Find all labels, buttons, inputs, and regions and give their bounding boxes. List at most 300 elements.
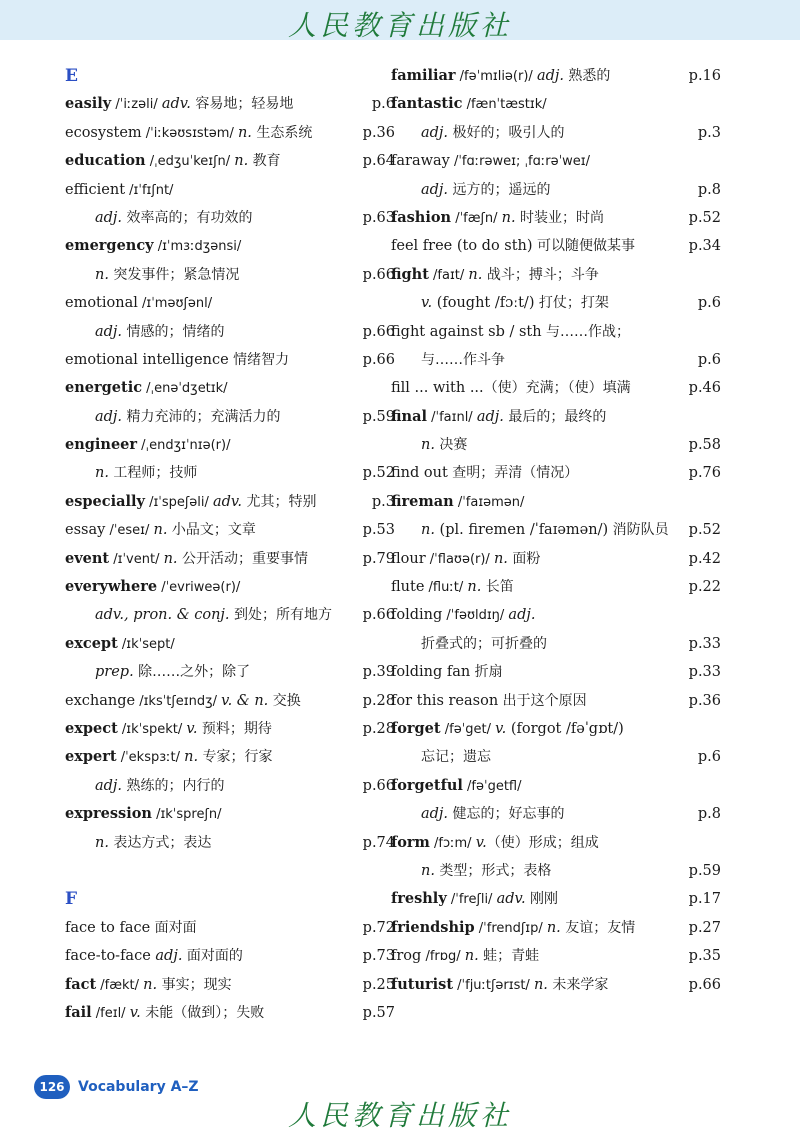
left-column bbox=[65, 62, 395, 1027]
entry-text bbox=[65, 693, 301, 709]
part-of-speech: adv. bbox=[212, 493, 242, 510]
part-of-speech: n. bbox=[143, 976, 158, 993]
headword: emotional bbox=[65, 295, 138, 312]
entry-text bbox=[391, 380, 631, 396]
part-of-speech: v. bbox=[421, 295, 433, 312]
chinese-meaning: 刚刚 bbox=[525, 891, 559, 908]
entry-text bbox=[391, 68, 610, 84]
part-of-speech: v. bbox=[186, 720, 198, 737]
vocab-entry bbox=[391, 914, 721, 942]
chinese-meaning: 可以随便做某事 bbox=[532, 238, 636, 255]
page-reference: p.66 bbox=[362, 351, 395, 368]
vocab-entry bbox=[391, 346, 721, 374]
headword: easily bbox=[65, 95, 112, 113]
page-reference: p.3 bbox=[697, 124, 721, 141]
entry-text bbox=[65, 579, 240, 595]
page-reference: p.79 bbox=[362, 550, 395, 567]
part-of-speech: n. bbox=[421, 522, 435, 539]
page-reference: p.76 bbox=[688, 465, 721, 482]
vocab-entry bbox=[391, 62, 721, 90]
entry-text bbox=[65, 749, 273, 765]
phonetic: /ɪˈspeʃəli/ bbox=[144, 494, 213, 510]
vocab-entry bbox=[65, 459, 395, 487]
entry-text bbox=[391, 778, 521, 794]
headword: event bbox=[65, 549, 110, 567]
headword: except bbox=[65, 634, 118, 652]
part-of-speech: v. & n. bbox=[221, 692, 269, 709]
page-reference: p.22 bbox=[688, 579, 721, 596]
vocab-entry bbox=[391, 885, 721, 913]
entry-text bbox=[391, 522, 669, 538]
vocab-entry bbox=[65, 971, 395, 999]
headword: expert bbox=[65, 748, 117, 766]
chinese-meaning: 专家；行家 bbox=[198, 749, 273, 766]
vocab-entry bbox=[391, 204, 721, 232]
page-reference: p.63 bbox=[362, 209, 395, 226]
headword: folding fan bbox=[391, 664, 471, 681]
section-heading: E bbox=[65, 66, 78, 86]
phonetic: /ˈfaɪəmən/ bbox=[453, 494, 525, 510]
page-reference: p.64 bbox=[362, 153, 395, 170]
chinese-meaning: 工程师；技师 bbox=[108, 465, 198, 482]
vocab-entry bbox=[391, 374, 721, 402]
vocab-entry bbox=[65, 829, 395, 857]
entry-text bbox=[65, 977, 232, 993]
part-of-speech: adj. bbox=[95, 209, 123, 226]
entry-text bbox=[391, 579, 514, 595]
entry-text bbox=[65, 948, 243, 964]
vocab-entry bbox=[391, 715, 721, 743]
entry-text bbox=[391, 409, 606, 425]
vocab-entry bbox=[65, 999, 395, 1027]
entry-text bbox=[391, 153, 590, 169]
vocab-entry bbox=[391, 687, 721, 715]
part-of-speech: v. bbox=[129, 1004, 141, 1021]
phonetic: /fəˈgetfl/ bbox=[462, 778, 522, 794]
chinese-meaning: 到处；所有地方 bbox=[229, 607, 332, 624]
part-of-speech: n. bbox=[464, 948, 479, 965]
entry-text bbox=[65, 96, 293, 112]
entry-text bbox=[391, 352, 505, 368]
phonetic: /ˈfaɪnl/ bbox=[427, 409, 477, 425]
phonetic: /frɒg/ bbox=[421, 949, 465, 965]
part-of-speech: n. bbox=[467, 579, 482, 596]
entry-text bbox=[391, 693, 587, 709]
vocab-entry bbox=[65, 545, 395, 573]
entry-text bbox=[65, 267, 239, 283]
phonetic: /fækt/ bbox=[96, 977, 144, 993]
headword: flour bbox=[391, 550, 426, 567]
vocab-entry bbox=[391, 601, 721, 629]
vocab-entry bbox=[65, 715, 395, 743]
phonetic: /ɪˈfɪʃnt/ bbox=[125, 182, 174, 198]
entry-text bbox=[391, 636, 547, 652]
vocab-entry bbox=[65, 516, 395, 544]
vocab-entry bbox=[391, 90, 721, 118]
headword: energetic bbox=[65, 379, 143, 397]
vocab-entry bbox=[391, 289, 721, 317]
entry-text bbox=[391, 267, 599, 283]
entry-text bbox=[391, 721, 624, 737]
chinese-meaning: 突发事件；紧急情况 bbox=[108, 266, 240, 283]
chinese-meaning: 交换 bbox=[268, 692, 301, 709]
chinese-meaning: 类型；形式；表格 bbox=[434, 862, 552, 879]
headword: forget bbox=[391, 719, 441, 737]
vocab-entry bbox=[391, 459, 721, 487]
headword: expression bbox=[65, 805, 152, 823]
chinese-meaning: 长笛 bbox=[481, 579, 514, 596]
entry-text bbox=[65, 522, 256, 538]
headword: face-to-face bbox=[65, 948, 151, 965]
page-reference: p.52 bbox=[688, 522, 721, 539]
page-reference: p.33 bbox=[688, 635, 721, 652]
entry-text bbox=[391, 437, 467, 453]
chinese-meaning: 面对面 bbox=[150, 919, 197, 936]
phonetic: /ɪˈvent/ bbox=[109, 551, 164, 567]
page-reference: p.36 bbox=[362, 124, 395, 141]
part-of-speech: n. bbox=[546, 919, 561, 936]
vocab-entry bbox=[391, 318, 721, 346]
vocab-entry bbox=[391, 403, 721, 431]
entry-text bbox=[391, 125, 565, 141]
page-reference: p.46 bbox=[688, 380, 721, 397]
part-of-speech: adj. bbox=[476, 408, 504, 425]
vocab-entry bbox=[65, 800, 395, 828]
entry-text bbox=[391, 835, 599, 851]
phonetic: /ˈfrendʃɪp/ bbox=[474, 920, 547, 936]
chinese-meaning: （使）充满；（使）填满 bbox=[483, 380, 631, 397]
phonetic: /fænˈtæstɪk/ bbox=[462, 97, 547, 113]
section-letter bbox=[65, 885, 395, 913]
phonetic: /ɪkˈspekt/ bbox=[117, 721, 187, 737]
page-reference: p.39 bbox=[362, 664, 395, 681]
entry-text bbox=[65, 920, 197, 936]
phonetic: /ˌedʒuˈkeɪʃn/ bbox=[145, 154, 235, 170]
entry-text bbox=[391, 749, 491, 765]
phonetic: /faɪt/ bbox=[428, 267, 469, 283]
chinese-meaning: 消防队员 bbox=[608, 522, 669, 539]
page-reference: p.6 bbox=[697, 351, 721, 368]
chinese-meaning: 未来学家 bbox=[547, 976, 609, 993]
chinese-meaning: 效率高的；有功效的 bbox=[122, 209, 253, 226]
headword: education bbox=[65, 152, 146, 170]
phonetic: /fəˈget/ bbox=[440, 721, 496, 737]
chinese-meaning: 面粉 bbox=[507, 550, 541, 567]
headword: for this reason bbox=[391, 692, 499, 709]
part-of-speech: n. bbox=[184, 749, 199, 766]
entry-text bbox=[65, 721, 272, 737]
page-reference: p.66 bbox=[362, 607, 395, 624]
part-of-speech: adj. bbox=[150, 948, 183, 965]
part-of-speech: n. bbox=[501, 209, 516, 226]
chinese-meaning: 容易地；轻易地 bbox=[190, 96, 294, 113]
headword: fact bbox=[65, 975, 97, 993]
phonetic: /fəˈmɪliə(r)/ bbox=[455, 69, 537, 84]
headword: fashion bbox=[391, 208, 452, 226]
headword: ecosystem bbox=[65, 124, 142, 141]
chinese-meaning: 与……作战； bbox=[541, 323, 631, 340]
chinese-meaning: 查明；弄清（情况） bbox=[447, 465, 579, 482]
entry-text bbox=[391, 863, 551, 879]
phonetic: /feɪl/ bbox=[91, 1005, 130, 1021]
vocab-entry bbox=[65, 176, 395, 204]
vocab-entry bbox=[391, 800, 721, 828]
page-reference: p.16 bbox=[688, 68, 721, 84]
vocab-entry bbox=[65, 289, 395, 317]
headword: fireman bbox=[391, 492, 454, 510]
headword: fantastic bbox=[391, 95, 463, 113]
right-column bbox=[391, 62, 721, 999]
part-of-speech: n. bbox=[95, 834, 109, 851]
page-reference: p.42 bbox=[688, 550, 721, 567]
phonetic: /ɪkˈspreʃn/ bbox=[151, 807, 222, 823]
vocab-entry bbox=[391, 772, 721, 800]
vocab-entry bbox=[65, 261, 395, 289]
chinese-meaning: 公开活动；重要事情 bbox=[177, 550, 308, 567]
chinese-meaning: 最后的；最终的 bbox=[503, 408, 607, 425]
vocab-entry bbox=[65, 374, 395, 402]
section-letter bbox=[65, 62, 395, 90]
headword: form bbox=[391, 833, 430, 851]
part-of-speech: n. bbox=[95, 266, 109, 283]
part-of-speech: adj. bbox=[421, 806, 449, 823]
headword: familiar bbox=[391, 67, 456, 84]
vocab-entry bbox=[65, 403, 395, 431]
entry-text bbox=[65, 238, 241, 254]
phonetic: /ɪkˈsept/ bbox=[117, 636, 175, 652]
page-reference: p.66 bbox=[688, 976, 721, 993]
vocab-entry bbox=[391, 176, 721, 204]
headword: fill ... with ... bbox=[391, 380, 484, 397]
vocab-entry bbox=[391, 857, 721, 885]
entry-text bbox=[65, 806, 221, 822]
chinese-meaning: 情感的；情绪的 bbox=[122, 323, 225, 340]
entry-text bbox=[65, 636, 175, 652]
headword: engineer bbox=[65, 436, 138, 454]
publisher-logo-top: 人民教育出版社 bbox=[287, 9, 512, 42]
headword: fight against sb / sth bbox=[391, 323, 542, 340]
footer-title: Vocabulary A–Z bbox=[78, 1079, 199, 1095]
publisher-logo-bottom: 人民教育出版社 bbox=[287, 1099, 512, 1132]
phonetic: /ˈekspɜːt/ bbox=[116, 750, 185, 766]
vocab-entry bbox=[65, 772, 395, 800]
vocab-entry bbox=[391, 232, 721, 260]
vocab-entry bbox=[391, 829, 721, 857]
entry-text bbox=[65, 210, 253, 226]
vocab-entry bbox=[391, 658, 721, 686]
page-reference: p.6 bbox=[697, 749, 721, 766]
page-reference: p.59 bbox=[362, 408, 395, 425]
page-reference: p.6 bbox=[697, 295, 721, 312]
entry-text bbox=[391, 494, 524, 510]
part-of-speech: n. bbox=[237, 124, 252, 141]
section-gap bbox=[65, 857, 395, 885]
vocab-entry bbox=[65, 658, 395, 686]
chinese-meaning: 时装业；时尚 bbox=[515, 209, 605, 226]
entry-text bbox=[391, 324, 630, 340]
page-reference: p.66 bbox=[362, 323, 395, 340]
chinese-meaning: 折扇 bbox=[470, 664, 503, 681]
headword: futurist bbox=[391, 975, 454, 993]
vocab-entry bbox=[65, 488, 395, 516]
section-heading: F bbox=[65, 889, 78, 910]
chinese-meaning: 精力充沛的；充满活力的 bbox=[122, 408, 281, 425]
page-reference: p.73 bbox=[362, 948, 395, 965]
chinese-meaning: 教育 bbox=[248, 153, 281, 170]
chinese-meaning: 生态系统 bbox=[251, 124, 313, 141]
vocab-entry bbox=[65, 687, 395, 715]
vocab-entry bbox=[65, 90, 395, 118]
phonetic: /ˌendʒɪˈnɪə(r)/ bbox=[137, 438, 231, 454]
part-of-speech: adj. bbox=[95, 408, 123, 425]
inflection: (pl. firemen /ˈfaɪəmən/) bbox=[434, 522, 609, 539]
entry-text bbox=[391, 465, 578, 481]
entry-text bbox=[391, 295, 609, 311]
phonetic: /ˈevriweə(r)/ bbox=[157, 580, 241, 596]
entry-text bbox=[65, 153, 281, 169]
part-of-speech: adj. bbox=[421, 181, 449, 198]
headword: faraway bbox=[391, 153, 450, 170]
phonetic: /ˈfjuːtʃərɪst/ bbox=[453, 977, 534, 993]
entry-text bbox=[391, 806, 565, 822]
vocab-entry bbox=[65, 942, 395, 970]
page-reference: p.27 bbox=[688, 919, 721, 936]
chinese-meaning: 友谊；友情 bbox=[560, 919, 636, 936]
part-of-speech: adv. bbox=[496, 891, 526, 908]
chinese-meaning: 出于这个原因 bbox=[498, 692, 587, 709]
vocab-entry bbox=[65, 318, 395, 346]
chinese-meaning: 决赛 bbox=[434, 437, 468, 454]
vocab-entry bbox=[391, 488, 721, 516]
part-of-speech: v. bbox=[475, 834, 487, 851]
phonetic: /ˈfəʊldɪŋ/ bbox=[442, 608, 509, 624]
page-reference: p.52 bbox=[362, 465, 395, 482]
headword: feel free (to do sth) bbox=[391, 238, 533, 255]
part-of-speech: n. bbox=[163, 550, 178, 567]
entry-text bbox=[65, 437, 230, 453]
entry-text bbox=[65, 494, 316, 510]
entry-text bbox=[65, 352, 289, 368]
vocab-entry bbox=[391, 261, 721, 289]
entry-text bbox=[65, 182, 173, 198]
inflection: (fought /fɔːt/) bbox=[432, 295, 535, 312]
entry-text bbox=[65, 664, 250, 680]
chinese-meaning: 健忘的；好忘事的 bbox=[448, 806, 565, 823]
headword: flute bbox=[391, 579, 425, 596]
chinese-meaning: 尤其；特别 bbox=[242, 493, 317, 510]
headword: forgetful bbox=[391, 776, 463, 794]
headword: everywhere bbox=[65, 578, 158, 596]
phonetic: /ˈiːkəʊsɪstəm/ bbox=[141, 125, 238, 141]
entry-text bbox=[65, 295, 212, 311]
entry-text bbox=[65, 380, 228, 396]
page-reference: p.66 bbox=[362, 266, 395, 283]
page-number-badge: 126 bbox=[34, 1075, 70, 1099]
chinese-meaning: 面对面的 bbox=[182, 948, 243, 965]
part-of-speech: n. bbox=[95, 465, 109, 482]
page-reference: p.58 bbox=[688, 437, 721, 454]
headword: emergency bbox=[65, 237, 154, 255]
headword: freshly bbox=[391, 890, 447, 908]
phonetic: /fluːt/ bbox=[424, 580, 468, 596]
headword: efficient bbox=[65, 181, 126, 198]
entry-text bbox=[391, 238, 635, 254]
headword: friendship bbox=[391, 918, 475, 936]
chinese-meaning: 小品文；文章 bbox=[167, 522, 256, 539]
vocab-entry bbox=[65, 573, 395, 601]
chinese-meaning: 远方的；遥远的 bbox=[448, 181, 551, 198]
entry-text bbox=[65, 607, 332, 623]
headword: folding bbox=[391, 607, 443, 624]
entry-text bbox=[391, 607, 535, 623]
vocab-entry bbox=[65, 119, 395, 147]
phonetic: /ˌenəˈdʒetɪk/ bbox=[142, 381, 228, 397]
vocab-entry bbox=[391, 971, 721, 999]
phonetic: /ˈfɑːrəweɪ; ˌfɑːrəˈweɪ/ bbox=[449, 154, 590, 170]
page-reference: p.6 bbox=[371, 96, 395, 113]
headword: fail bbox=[65, 1003, 92, 1021]
entry-text bbox=[391, 977, 608, 993]
chinese-meaning: 情绪智力 bbox=[228, 351, 290, 368]
phonetic: /fɔːm/ bbox=[429, 835, 476, 851]
vocab-entry bbox=[65, 147, 395, 175]
headword: fight bbox=[391, 265, 429, 283]
page-reference: p.74 bbox=[362, 834, 395, 851]
vocab-entry bbox=[65, 431, 395, 459]
entry-text bbox=[65, 835, 211, 851]
vocab-entry bbox=[391, 573, 721, 601]
entry-text bbox=[391, 210, 604, 226]
chinese-meaning: 与……作斗争 bbox=[421, 351, 505, 368]
entry-text bbox=[65, 1005, 264, 1021]
vocab-entry bbox=[65, 232, 395, 260]
page-reference: p.72 bbox=[362, 919, 395, 936]
part-of-speech: adj. bbox=[508, 607, 536, 624]
inflection: (forgot /fəˈgɒt/) bbox=[506, 720, 624, 737]
page-reference: p.53 bbox=[362, 522, 395, 539]
part-of-speech: n. bbox=[468, 266, 483, 283]
page-reference: p.59 bbox=[688, 862, 721, 879]
page-reference: p.33 bbox=[688, 664, 721, 681]
page-reference: p.8 bbox=[697, 181, 721, 198]
headword: essay bbox=[65, 522, 106, 539]
entry-text bbox=[65, 125, 312, 141]
phonetic: /ˈiːzəli/ bbox=[111, 97, 162, 113]
chinese-meaning: 除……之外；除了 bbox=[133, 664, 251, 681]
part-of-speech: n. bbox=[533, 976, 548, 993]
vocab-entry bbox=[65, 204, 395, 232]
part-of-speech: n. bbox=[153, 522, 168, 539]
chinese-meaning: 极好的；吸引人的 bbox=[448, 124, 565, 141]
entry-text bbox=[65, 409, 281, 425]
phonetic: /ɪˈməʊʃənl/ bbox=[137, 296, 213, 312]
phonetic: /ɪˈmɜːdʒənsi/ bbox=[153, 239, 242, 255]
page-reference: p.52 bbox=[688, 209, 721, 226]
part-of-speech: adj. bbox=[95, 323, 123, 340]
part-of-speech: adj. bbox=[421, 124, 449, 141]
phonetic: /ˈfreʃli/ bbox=[446, 892, 497, 908]
vocab-entry bbox=[65, 346, 395, 374]
chinese-meaning: 忘记；遗忘 bbox=[421, 749, 491, 766]
page-reference: p.17 bbox=[688, 891, 721, 908]
headword: find out bbox=[391, 465, 448, 482]
headword: final bbox=[391, 407, 427, 425]
vocab-entry bbox=[391, 743, 721, 771]
vocab-entry bbox=[391, 431, 721, 459]
part-of-speech: n. bbox=[493, 550, 508, 567]
page-reference: p.35 bbox=[688, 948, 721, 965]
chinese-meaning: 打仗；打架 bbox=[534, 295, 609, 312]
